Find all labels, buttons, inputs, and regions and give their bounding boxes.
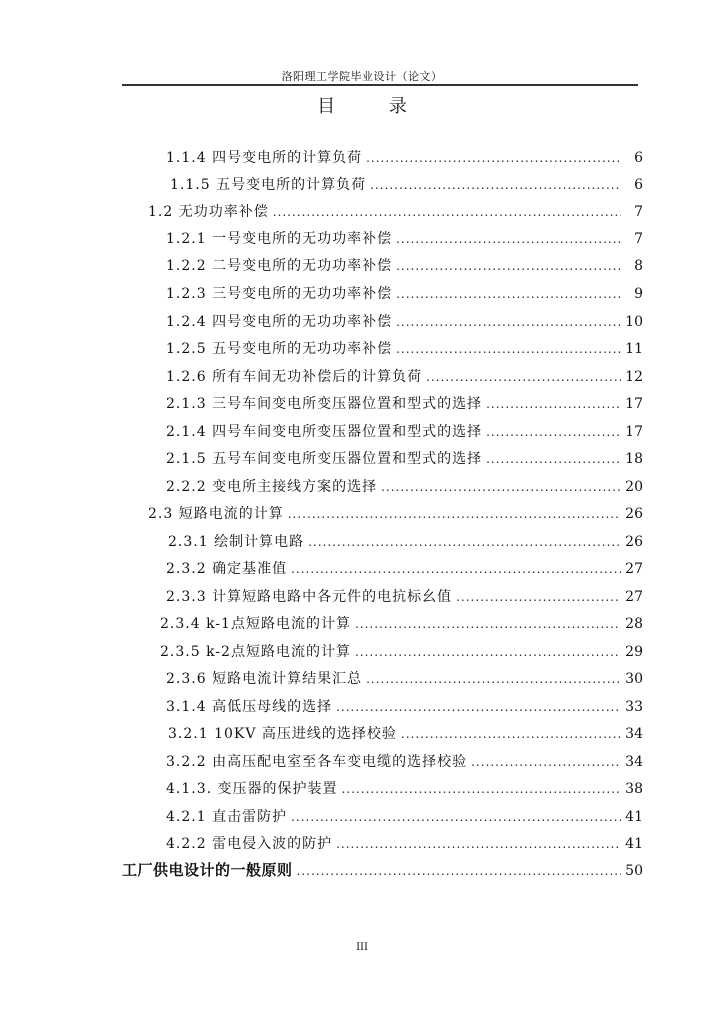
toc-entry-label: 1.2 无功功率补偿	[148, 204, 269, 220]
toc-entry-page: 9	[634, 286, 643, 302]
toc-entry[interactable]	[166, 421, 643, 443]
toc-entry[interactable]	[166, 147, 643, 169]
toc-leader-dots	[366, 672, 621, 686]
toc-entry-page: 6	[634, 177, 643, 193]
toc-entry[interactable]	[148, 201, 643, 223]
toc-leader-dots	[342, 782, 621, 796]
toc-entry-label: 2.2.2 变电所主接线方案的选择	[166, 479, 378, 495]
toc-leader-dots	[355, 617, 621, 631]
toc-entry[interactable]	[166, 338, 643, 360]
toc-entry-page: 7	[634, 231, 643, 247]
toc-entry-page: 8	[634, 258, 643, 274]
toc-entry-label: 4.2.2 雷电侵入波的防护	[166, 836, 333, 852]
toc-entry-label: 2.1.3 三号车间变电所变压器位置和型式的选择	[166, 396, 483, 412]
toc-leader-dots	[486, 425, 621, 439]
toc-leader-dots	[308, 535, 621, 549]
toc-entry-label: 1.2.5 五号变电所的无功功率补偿	[166, 341, 393, 357]
toc-entry-page: 7	[634, 204, 643, 220]
toc-entry-page: 30	[625, 671, 643, 687]
toc-entry-page: 12	[625, 369, 643, 385]
toc-entry[interactable]	[168, 723, 643, 745]
toc-entry[interactable]	[166, 448, 643, 470]
toc-entry[interactable]	[166, 393, 643, 415]
toc-leader-dots	[336, 700, 621, 714]
toc-entry-page: 6	[634, 150, 643, 166]
toc-entry-page: 18	[625, 451, 643, 467]
toc-entry-page: 34	[625, 726, 643, 742]
toc-entry-page: 34	[625, 754, 643, 770]
toc-entry[interactable]	[166, 696, 643, 718]
toc-entry[interactable]	[166, 558, 643, 580]
toc-leader-dots	[396, 259, 621, 273]
toc-entry-page: 27	[625, 589, 643, 605]
toc-entry[interactable]	[166, 751, 643, 773]
toc-entry-label: 2.3.6 短路电流计算结果汇总	[166, 671, 363, 687]
toc-entry-page: 10	[625, 314, 643, 330]
toc-entry-label: 2.3.4 k-1点短路电流的计算	[160, 616, 351, 632]
toc-leader-dots	[370, 178, 621, 192]
toc-entry[interactable]	[166, 311, 643, 333]
toc-entry-label: 1.2.2 二号变电所的无功功率补偿	[166, 258, 393, 274]
toc-leader-dots	[471, 755, 621, 769]
toc-entry-page: 26	[625, 534, 643, 550]
page-number: III	[356, 942, 368, 953]
page-header: 洛阳理工学院毕业设计（论文）	[281, 70, 443, 83]
toc-entry-page: 28	[625, 616, 643, 632]
toc-entry-label: 1.1.4 四号变电所的计算负荷	[166, 150, 363, 166]
toc-entry-label: 2.3.3 计算短路电路中各元件的电抗标幺值	[166, 589, 453, 605]
toc-entry[interactable]	[122, 859, 643, 881]
toc-entry[interactable]	[166, 833, 643, 855]
toc-leader-dots	[366, 151, 621, 165]
toc-leader-dots	[336, 837, 621, 851]
toc-entry-page: 11	[625, 341, 643, 357]
toc-entry-page: 17	[625, 396, 643, 412]
page-title: 目 录	[317, 96, 431, 117]
toc-leader-dots	[396, 315, 621, 329]
toc-entry-page: 50	[625, 863, 643, 879]
toc-entry-page: 41	[625, 836, 643, 852]
toc-entry-page: 29	[625, 644, 643, 660]
toc-entry[interactable]	[148, 503, 643, 525]
toc-entry-label: 2.1.5 五号车间变电所变压器位置和型式的选择	[166, 451, 483, 467]
toc-leader-dots	[396, 287, 621, 301]
toc-entry-label: 2.3.5 k-2点短路电流的计算	[160, 644, 351, 660]
toc-entry[interactable]	[160, 641, 643, 663]
toc-entry[interactable]	[166, 366, 643, 388]
toc-entry[interactable]	[166, 476, 643, 498]
toc-entry-label: 2.3 短路电流的计算	[148, 506, 284, 522]
toc-entry-page: 27	[625, 561, 643, 577]
toc-entry[interactable]	[166, 806, 643, 828]
toc-entry-label: 2.3.2 确定基准值	[166, 561, 288, 577]
toc-entry[interactable]	[166, 255, 643, 277]
toc-entry-page: 41	[625, 809, 643, 825]
toc-leader-dots	[273, 205, 621, 219]
toc-entry[interactable]	[168, 531, 643, 553]
toc-leader-dots	[291, 810, 621, 824]
toc-entry-page: 38	[625, 781, 643, 797]
toc-leader-dots	[401, 727, 621, 741]
toc-entry-label: 2.1.4 四号车间变电所变压器位置和型式的选择	[166, 424, 483, 440]
toc-leader-dots	[396, 342, 621, 356]
toc-entry-page: 20	[625, 479, 643, 495]
toc-entry-page: 26	[625, 506, 643, 522]
toc-entry-label: 4.2.1 直击雷防护	[166, 809, 288, 825]
toc-entry[interactable]	[166, 586, 643, 608]
toc-leader-dots	[486, 452, 621, 466]
toc-entry[interactable]	[166, 228, 643, 250]
toc-leader-dots	[381, 480, 621, 494]
toc-entry[interactable]	[166, 668, 643, 690]
toc-entry-label: 3.2.2 由高压配电室至各车变电缆的选择校验	[166, 754, 468, 770]
toc-entry[interactable]	[170, 174, 643, 196]
toc-entry-label: 1.2.1 一号变电所的无功功率补偿	[166, 231, 393, 247]
toc-leader-dots	[396, 232, 621, 246]
toc-entry[interactable]	[166, 283, 643, 305]
toc-entry-label: 2.3.1 绘制计算电路	[168, 534, 305, 550]
toc-leader-dots	[288, 507, 621, 521]
toc-entry-label: 1.2.4 四号变电所的无功功率补偿	[166, 314, 393, 330]
toc-entry[interactable]	[166, 778, 643, 800]
toc-leader-dots	[291, 562, 621, 576]
toc-leader-dots	[355, 645, 621, 659]
toc-entry-label: 3.2.1 10KV 高压进线的选择校验	[168, 726, 397, 742]
toc-entry-page: 17	[625, 424, 643, 440]
toc-leader-dots	[456, 590, 621, 604]
toc-entry-label: 4.1.3. 变压器的保护装置	[166, 781, 338, 797]
toc-entry[interactable]	[160, 613, 643, 635]
toc-entry-label: 工厂供电设计的一般原则	[122, 861, 293, 879]
toc-entry-label: 1.1.5 五号变电所的计算负荷	[170, 177, 367, 193]
toc-leader-dots	[426, 370, 621, 384]
toc-entry-page: 33	[625, 699, 643, 715]
toc-entry-label: 1.2.3 三号变电所的无功功率补偿	[166, 286, 393, 302]
toc-leader-dots	[297, 864, 621, 878]
toc-leader-dots	[486, 397, 621, 411]
toc-entry-label: 1.2.6 所有车间无功补偿后的计算负荷	[166, 369, 423, 385]
toc-entry-label: 3.1.4 高低压母线的选择	[166, 699, 333, 715]
